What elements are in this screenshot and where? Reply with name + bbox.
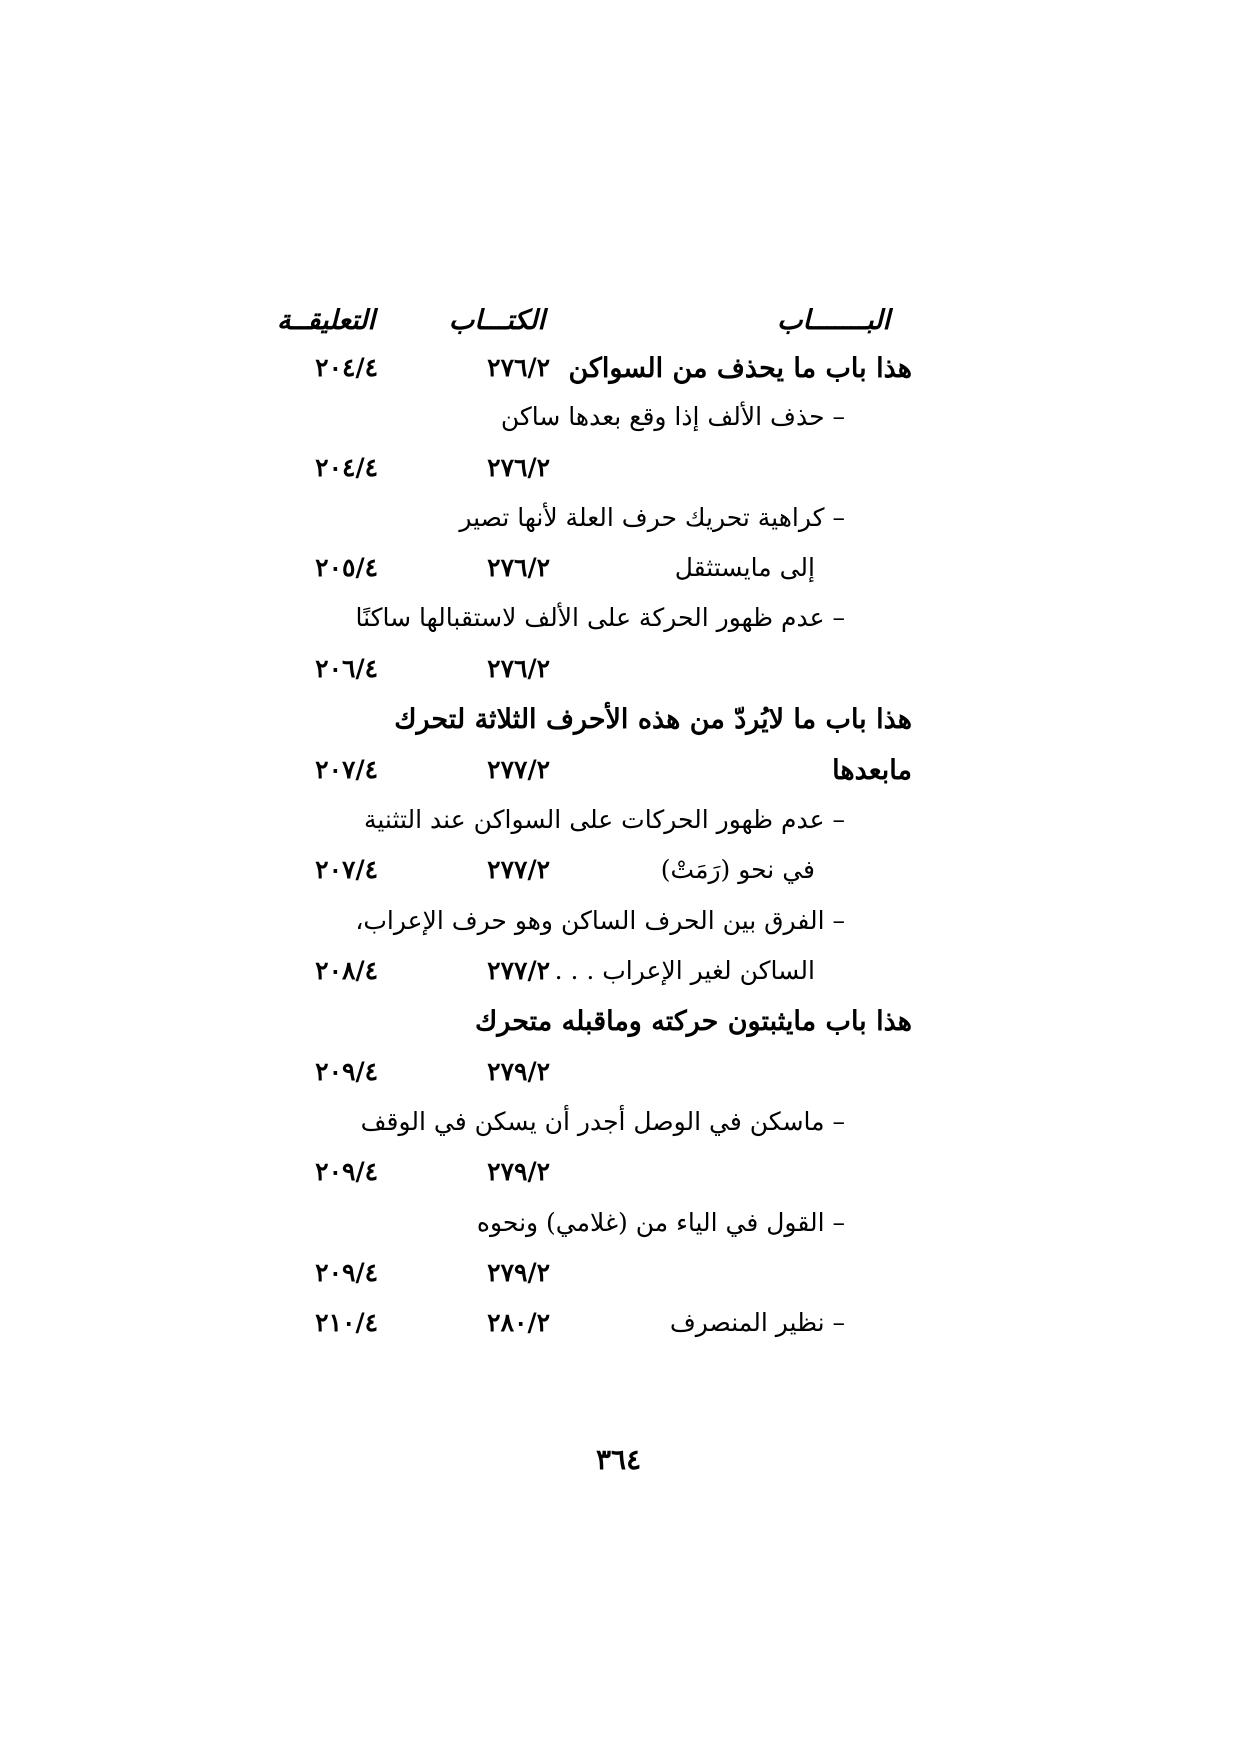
entry-title: هذا باب ما لايُردّ من هذه الأحرف الثلاثة لتحرك (394, 704, 912, 735)
taliqa-ref: ٢١٠/٤ (315, 1308, 378, 1337)
taliqa-ref: ٢٠٨/٤ (315, 956, 378, 985)
entry-title: هذا باب مايثبتون حركته وماقبله متحرك (475, 1006, 912, 1037)
kitab-ref: ٢٧٦/٢ (487, 353, 550, 382)
taliqa-ref: ٢٠٤/٤ (315, 353, 378, 382)
header-bab: البـــــــاب (777, 305, 890, 336)
entry-text: – عدم ظهور الحركات على السواكن عند التثنية (363, 805, 845, 834)
taliqa-ref: ٢٠٧/٤ (315, 855, 378, 884)
entry-text: – القول في الياء من (غلامي) ونحوه (476, 1208, 845, 1237)
taliqa-ref: ٢٠٧/٤ (315, 755, 378, 784)
taliqa-ref: ٢٠٩/٤ (315, 1057, 378, 1086)
entry-text: – عدم ظهور الحركة على الألف لاستقبالها ساكنًا (355, 603, 845, 632)
entry-continuation: إلى مايستثقل (674, 553, 815, 582)
entry-text: – كراهية تحريك حرف العلة لأنها تصير (459, 503, 845, 532)
kitab-ref: ٢٧٩/٢ (487, 1157, 550, 1186)
kitab-ref: ٢٧٦/٢ (487, 453, 550, 482)
kitab-ref: ٢٧٦/٢ (487, 654, 550, 683)
taliqa-ref: ٢٠٩/٤ (315, 1258, 378, 1287)
entry-continuation: مابعدها (832, 755, 912, 786)
page-number: ٣٦٤ (596, 1443, 642, 1476)
kitab-ref: ٢٧٦/٢ (487, 553, 550, 582)
entry-title: هذا باب ما يحذف من السواكن (568, 353, 912, 384)
kitab-ref: ٢٧٩/٢ (487, 1258, 550, 1287)
entry-text: – نظير المنصرف (669, 1308, 845, 1337)
taliqa-ref: ٢٠٤/٤ (315, 453, 378, 482)
entry-continuation: في نحو (رَمَتْ) (660, 855, 815, 884)
kitab-ref: ٢٨٠/٢ (487, 1308, 550, 1337)
entry-text: – حذف الألف إذا وقع بعدها ساكن (500, 402, 845, 431)
entry-text: – ماسكن في الوصل أجدر أن يسكن في الوقف (360, 1107, 845, 1136)
entry-continuation: الساكن لغير الإعراب . . . (554, 956, 815, 985)
taliqa-ref: ٢٠٩/٤ (315, 1157, 378, 1186)
entry-text: – الفرق بين الحرف الساكن وهو حرف الإعراب، (355, 906, 845, 935)
kitab-ref: ٢٧٩/٢ (487, 1057, 550, 1086)
taliqa-ref: ٢٠٥/٤ (315, 553, 378, 582)
kitab-ref: ٢٧٧/٢ (487, 855, 550, 884)
header-taliqa: التعليقــة (277, 305, 375, 336)
kitab-ref: ٢٧٧/٢ (487, 956, 550, 985)
header-kitab: الكتـــاب (448, 305, 545, 336)
taliqa-ref: ٢٠٦/٤ (315, 654, 378, 683)
kitab-ref: ٢٧٧/٢ (487, 755, 550, 784)
